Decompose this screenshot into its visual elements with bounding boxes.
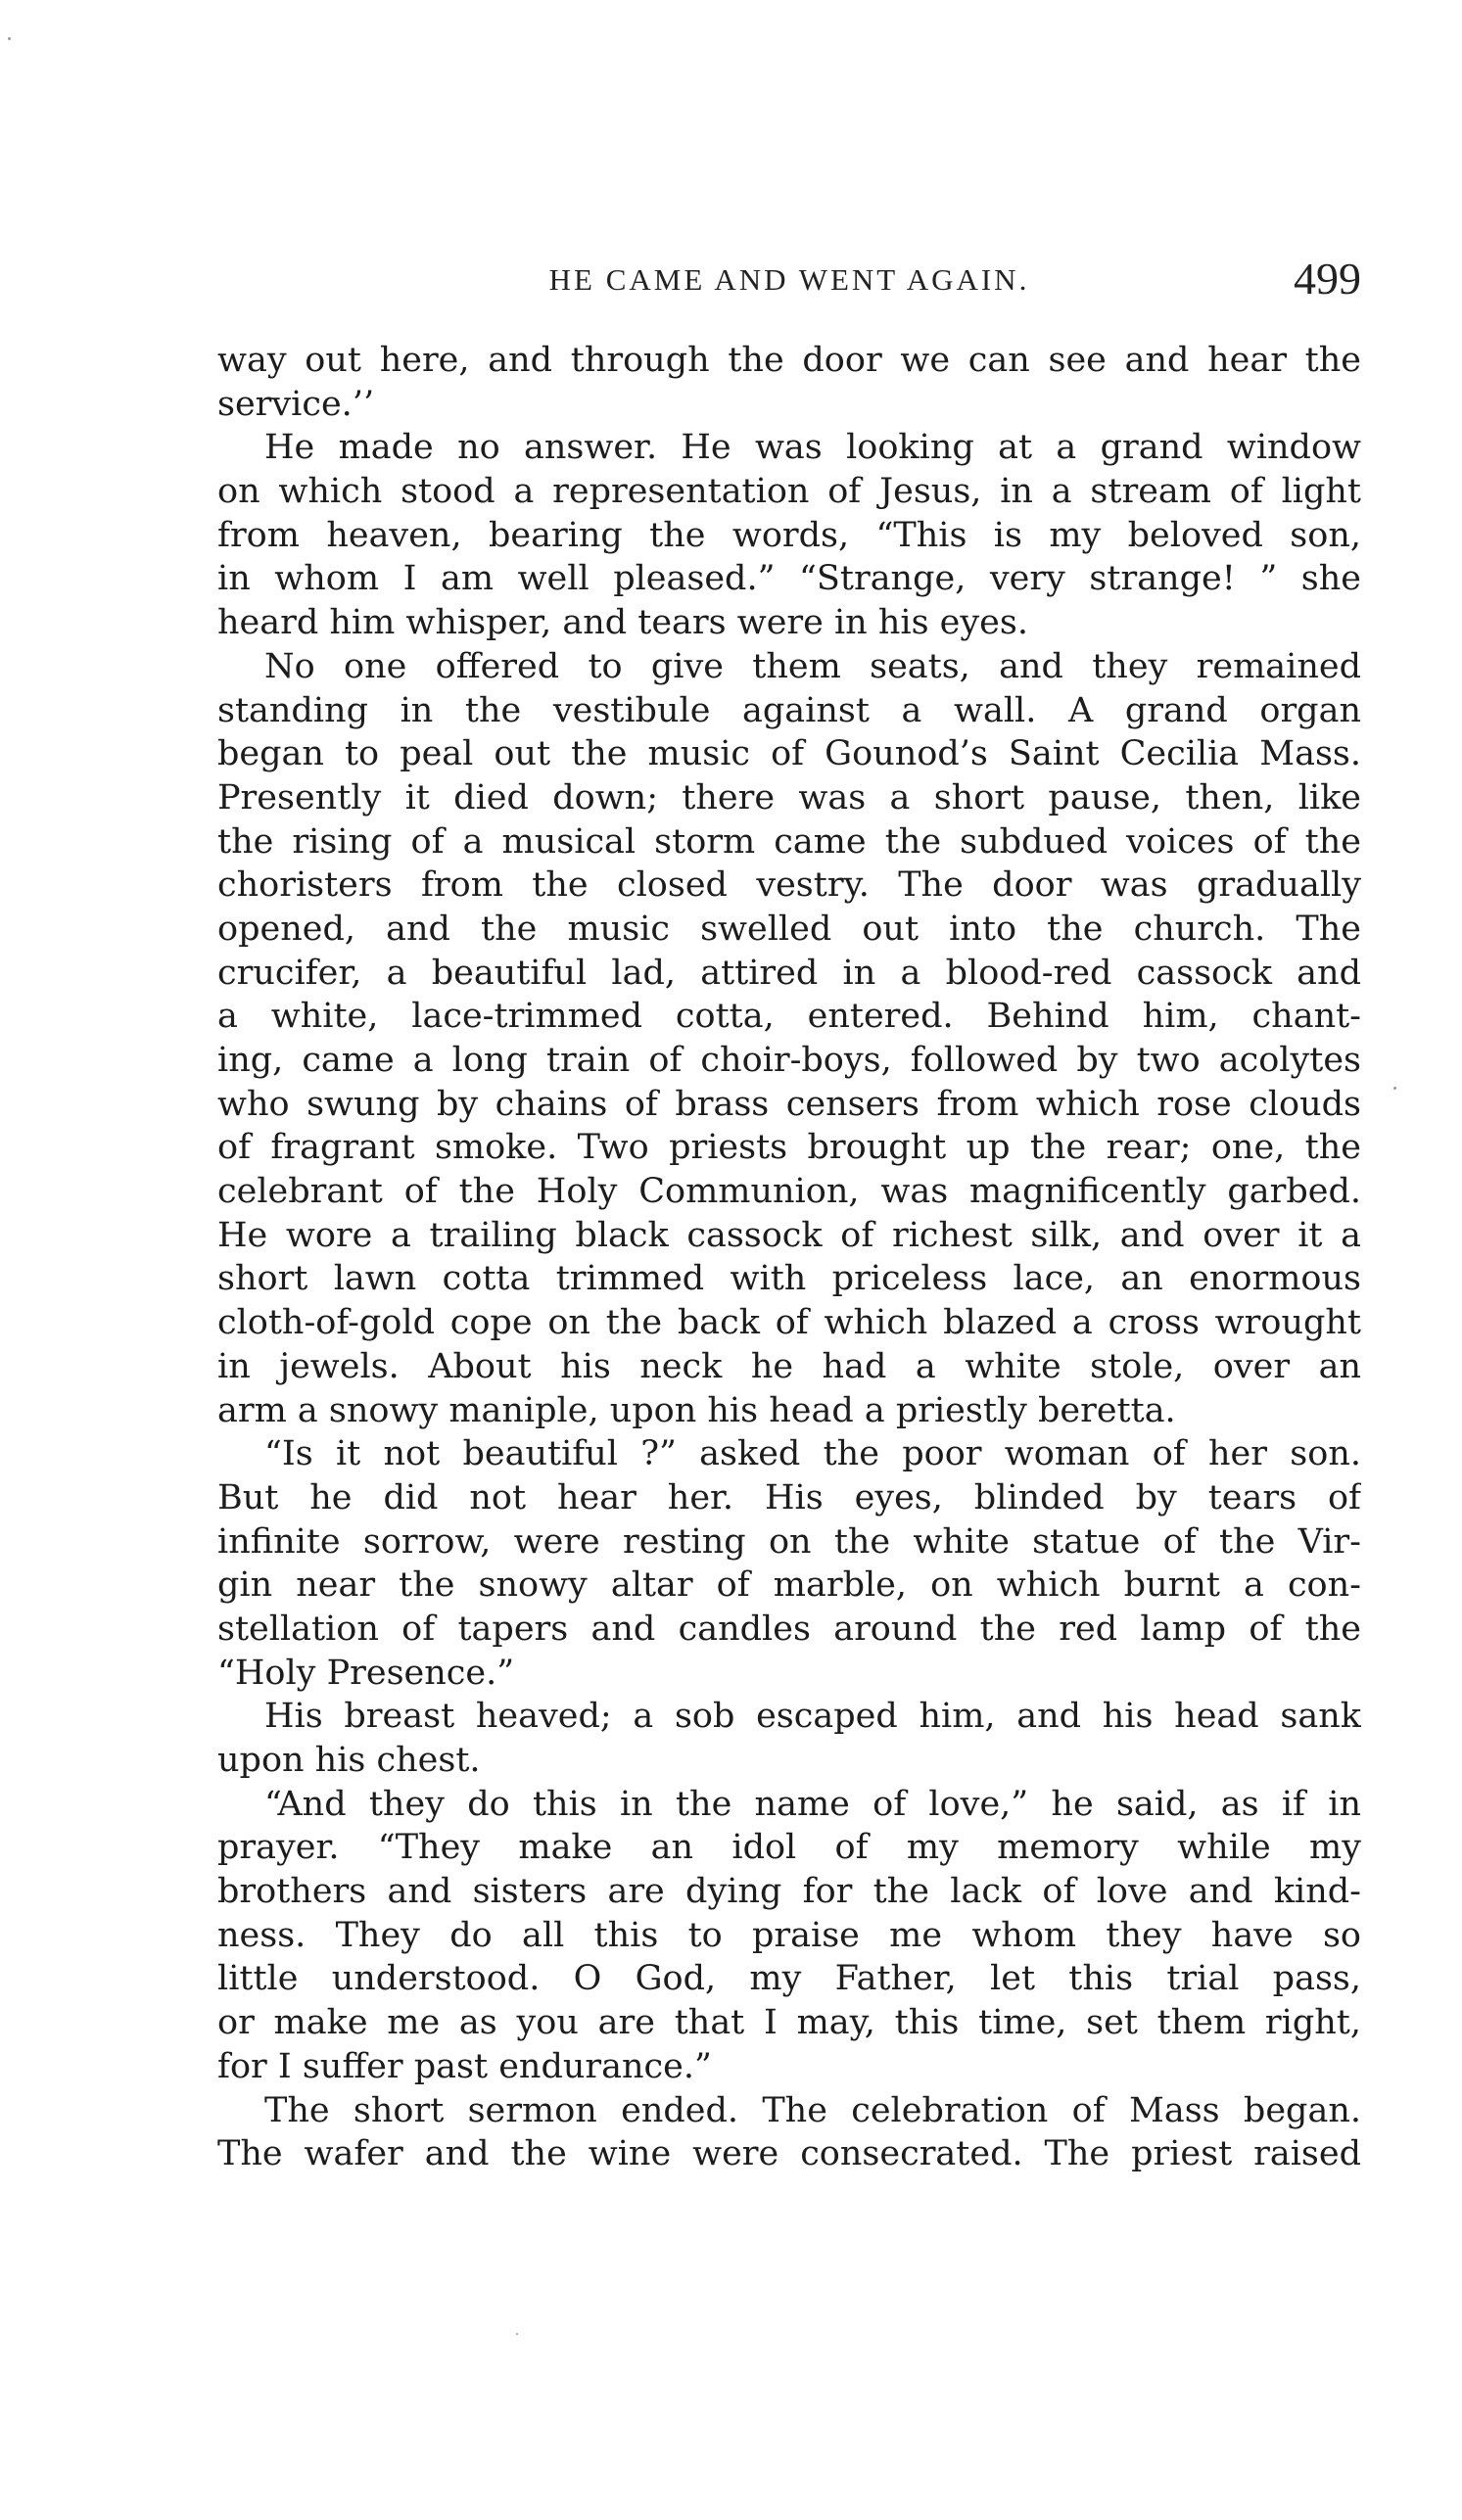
body-text <box>217 339 1361 2176</box>
text-line: The short sermon ended. The celebration of Mass began. <box>264 2090 1361 2130</box>
text-line: “Is it not beautiful ?” asked the poor woman of her son. <box>264 1434 1361 1474</box>
text-line: way out here, and through the door we can see and hear the <box>217 341 1361 380</box>
text-line: arm a snowy maniple, upon his head a priestly beretta. <box>217 1390 1176 1430</box>
text-line: No one offered to give them seats, and they remained <box>264 646 1361 686</box>
text-line: in jewels. About his neck he had a white stole, over an <box>217 1346 1361 1386</box>
paper-speck <box>1393 1087 1396 1090</box>
text-line: in whom I am well pleased.” “Strange, very strange! ” she <box>217 559 1361 599</box>
text-line: celebrant of the Holy Communion, was magnificently garbed. <box>217 1172 1361 1212</box>
text-line: of fragrant smoke. Two priests brought up the rear; one, the <box>217 1128 1361 1168</box>
text-line: who swung by chains of brass censers from which rose clouds <box>217 1084 1361 1124</box>
text-line: from heaven, bearing the words, “This is my beloved son, <box>217 515 1361 555</box>
text-line: crucifer, a beautiful lad, attired in a blood-red cassock and <box>217 953 1361 993</box>
text-line: the rising of a musical storm came the subdued voices of the <box>217 821 1361 862</box>
text-line: little understood. O God, my Father, let this trial pass, <box>217 1959 1361 1999</box>
text-line: He made no answer. He was looking at a grand window <box>264 428 1361 468</box>
text-line: His breast heaved; a sob escaped him, and his head sank <box>264 1697 1361 1737</box>
text-line: for I suffer past endurance.” <box>217 2046 712 2086</box>
paper-speck <box>516 2333 518 2335</box>
text-line: brothers and sisters are dying for the lack of love and kind- <box>217 1872 1361 1912</box>
text-line: “And they do this in the name of love,” he said, as if in <box>264 1784 1361 1824</box>
running-title: HE CAME AND WENT AGAIN. <box>548 262 1030 297</box>
text-line: cloth-of-gold cope on the back of which blazed a cross wrought <box>217 1303 1361 1343</box>
text-line: began to peal out the music of Gounod’s Saint Cecilia Mass. <box>217 734 1361 774</box>
text-line: ness. They do all this to praise me whom they have so <box>217 1915 1361 1955</box>
text-line: opened, and the music swelled out into the church. The <box>217 909 1361 949</box>
text-line: standing in the vestibule against a wall. A grand organ <box>217 690 1361 730</box>
text-line: choristers from the closed vestry. The door was gradually <box>217 865 1361 906</box>
text-line: service.’’ <box>217 384 375 424</box>
text-line: stellation of tapers and candles around the red lamp of the <box>217 1609 1361 1649</box>
text-line: The wafer and the wine were consecrated. The priest raised <box>217 2134 1361 2174</box>
text-line: short lawn cotta trimmed with priceless lace, an enormous <box>217 1259 1361 1299</box>
text-line: infinite sorrow, were resting on the white statue of the Vir- <box>217 1521 1361 1562</box>
text-line: “Holy Presence.” <box>217 1653 515 1693</box>
text-line: Presently it died down; there was a short pause, then, like <box>217 777 1361 817</box>
page-number: 499 <box>1294 254 1361 303</box>
text-line: He wore a trailing black cassock of richest silk, and over it a <box>217 1215 1361 1255</box>
text-line: heard him whisper, and tears were in his eyes. <box>217 603 1028 643</box>
running-head <box>217 253 1361 311</box>
paper-speck <box>8 37 11 40</box>
text-line: on which stood a representation of Jesus, in a stream of light <box>217 472 1361 512</box>
text-line: But he did not hear her. His eyes, blinded by tears of <box>217 1477 1361 1517</box>
text-line: a white, lace-trimmed cotta, entered. Behind him, chant- <box>217 997 1361 1037</box>
text-line: or make me as you are that I may, this time, set them right, <box>217 2003 1361 2043</box>
text-line: upon his chest. <box>217 1741 481 1780</box>
text-line: ing, came a long train of choir-boys, followed by two acolytes <box>217 1041 1361 1080</box>
text-line: gin near the snowy altar of marble, on which burnt a con- <box>217 1565 1361 1606</box>
text-line: prayer. “They make an idol of my memory while my <box>217 1828 1361 1868</box>
